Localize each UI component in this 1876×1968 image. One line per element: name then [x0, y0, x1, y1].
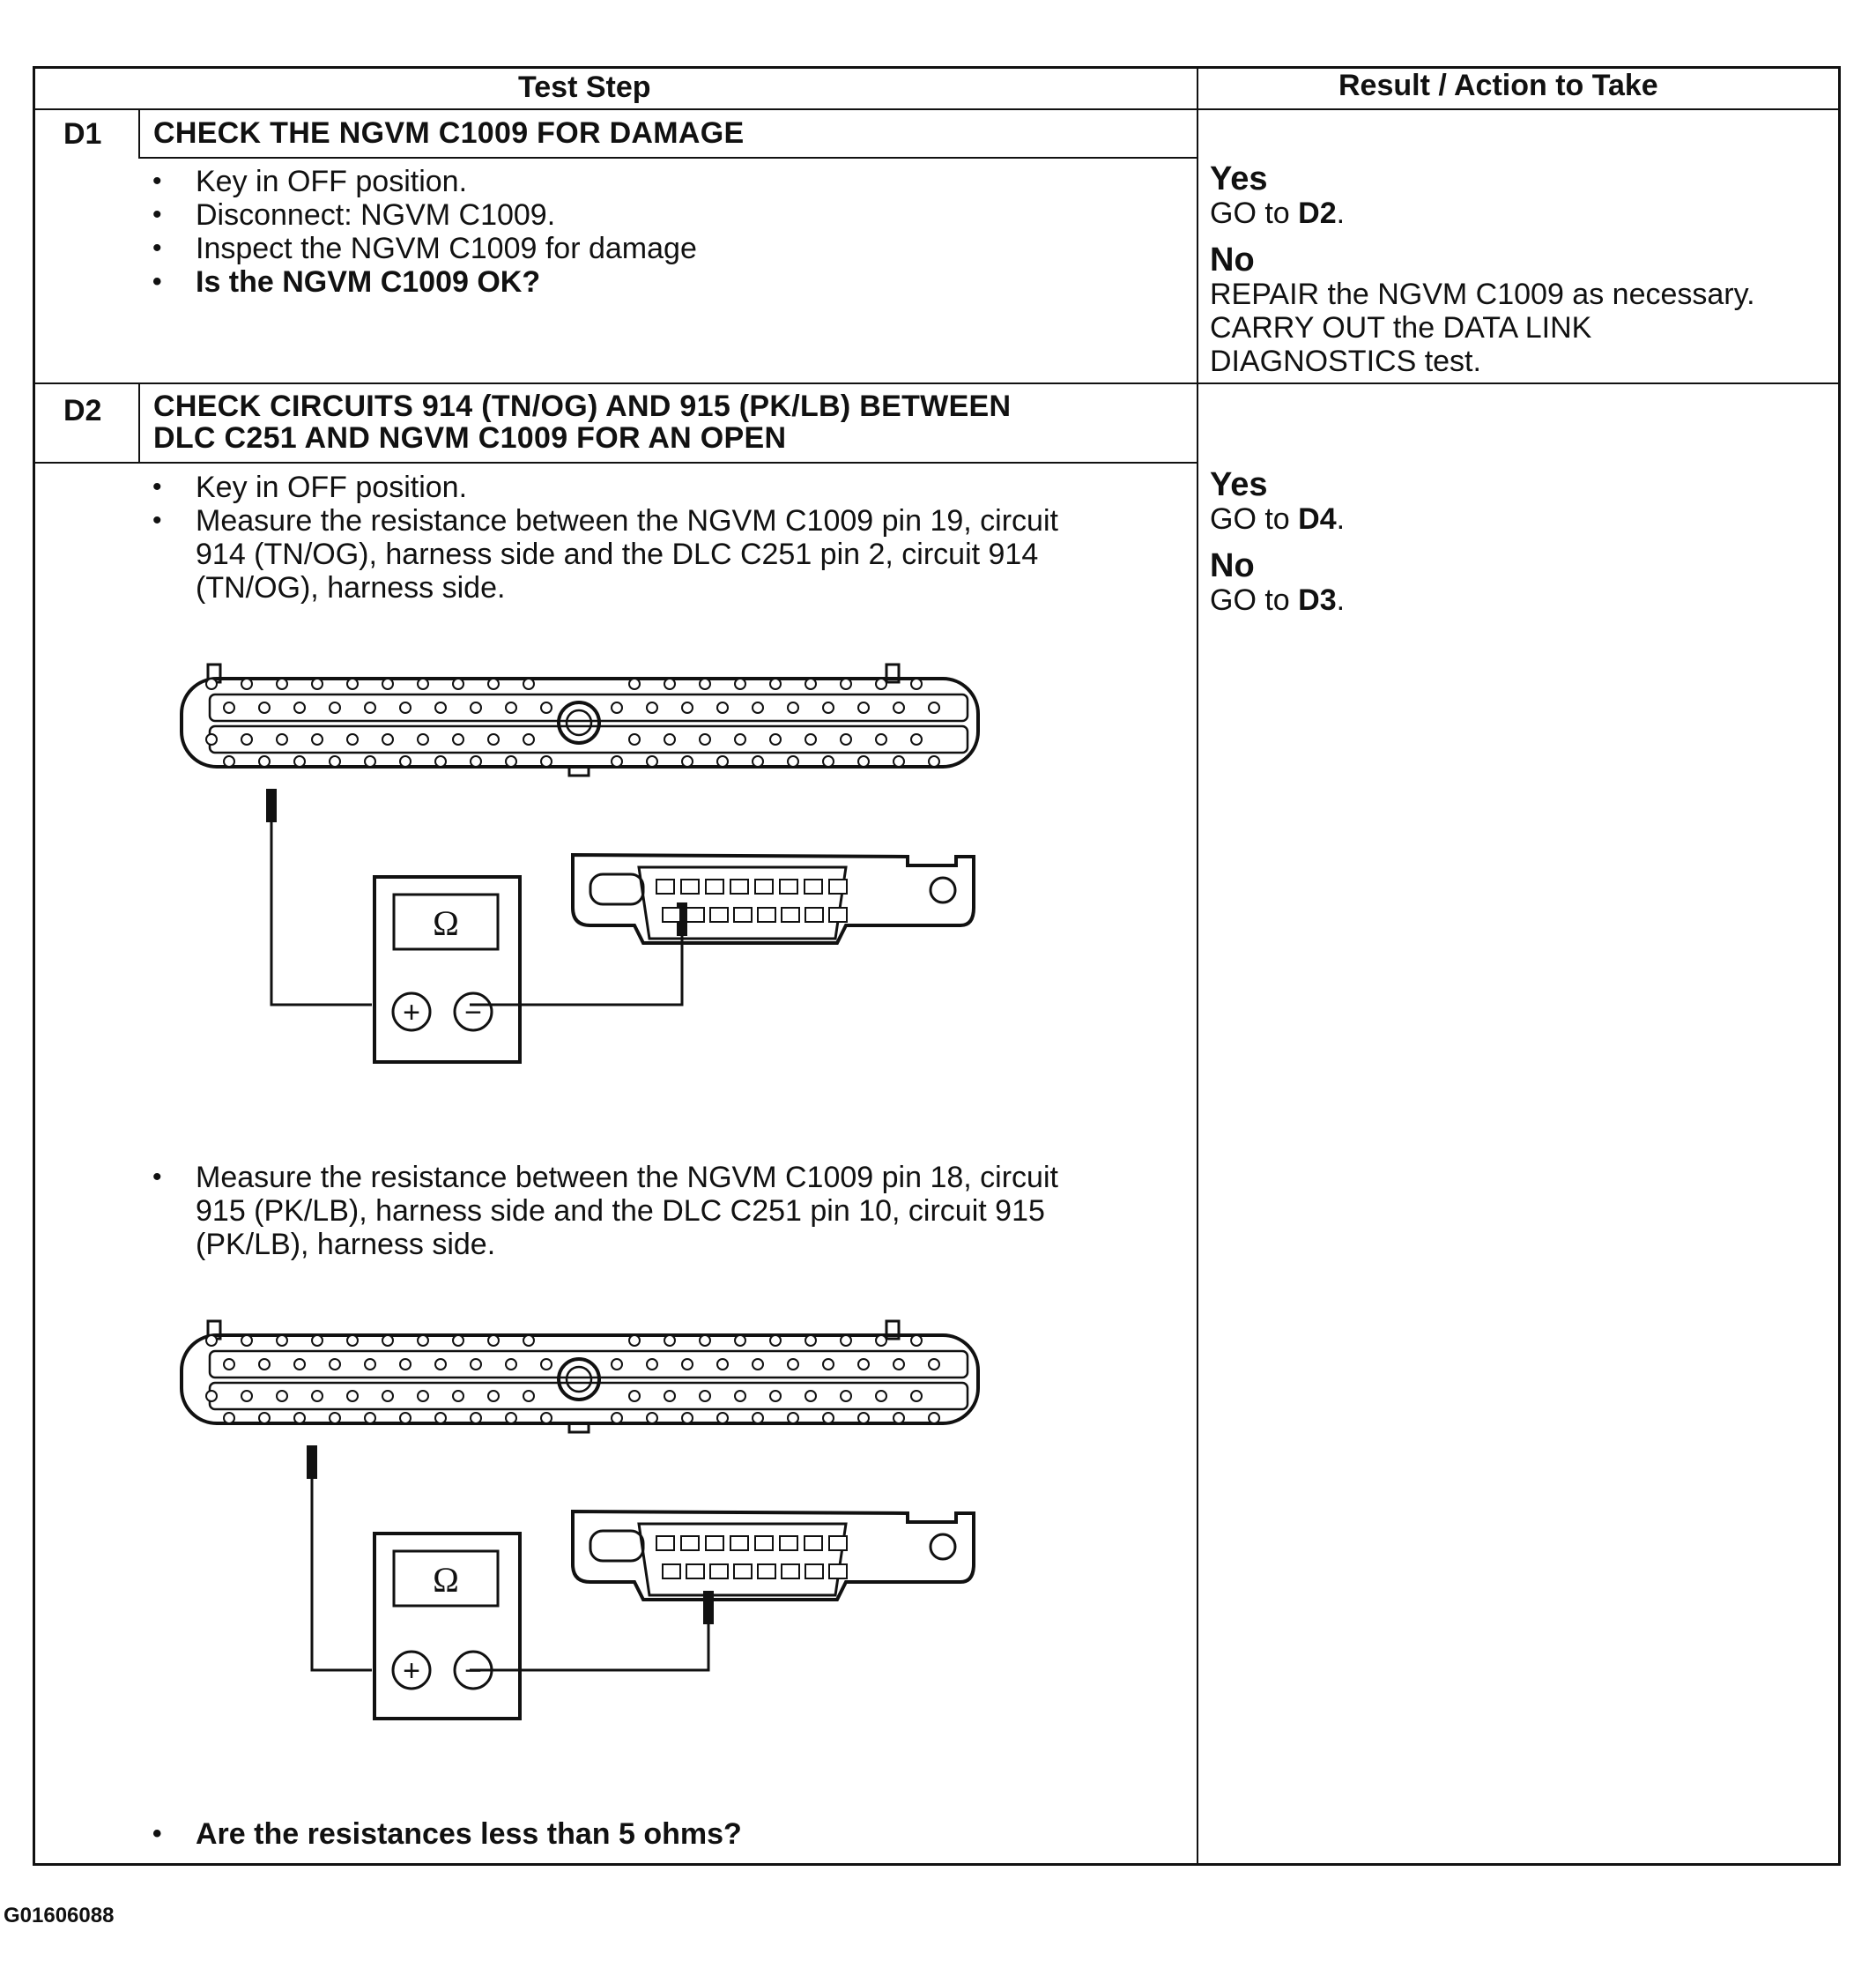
connector-pin — [365, 702, 375, 713]
d2-results — [1210, 467, 1827, 617]
connector-pin — [224, 1413, 234, 1423]
dlc-pin — [829, 1564, 847, 1578]
minus-terminal: − — [464, 1654, 482, 1688]
connector-pin — [400, 1359, 411, 1370]
connector-pin — [823, 1359, 834, 1370]
connector-pin — [488, 679, 499, 689]
connector-pin — [453, 679, 463, 689]
connector-pin — [612, 702, 622, 713]
connector-pin — [664, 1391, 675, 1401]
d2-no-target: D3 — [1298, 583, 1337, 617]
connector-pin — [805, 1335, 816, 1346]
connector-pin — [823, 702, 834, 713]
connector-pin — [435, 1359, 446, 1370]
connector-pin — [400, 1413, 411, 1423]
header-rule — [34, 108, 1839, 110]
connector-pin — [700, 679, 710, 689]
connector-pin — [717, 702, 728, 713]
connector-pin — [682, 1359, 693, 1370]
connector-pin — [717, 1359, 728, 1370]
d1-no-label: No — [1210, 241, 1255, 278]
connector-pin — [894, 702, 904, 713]
d1-yes-target: D2 — [1298, 197, 1337, 230]
dlc-pin — [681, 880, 699, 894]
step-title-d1: CHECK THE NGVM C1009 FOR DAMAGE — [153, 116, 745, 150]
connector-pin — [876, 734, 886, 745]
connector-pin — [435, 1413, 446, 1423]
connector-pin — [629, 1335, 640, 1346]
connector-pin — [347, 1391, 358, 1401]
d2-yes-target: D4 — [1298, 502, 1337, 536]
connector-pin — [241, 679, 252, 689]
connector-pin — [312, 1391, 323, 1401]
d2-instruction: • Key in OFF position. — [144, 471, 1113, 504]
ohm-symbol: Ω — [433, 1560, 459, 1600]
d2-instruction: • Measure the resistance between the NGVM C1009 pin 19, circuit 914 (TN/OG), harness side and the DLC C251 pin 2, circuit 914 (TN/OG), harness side. — [144, 504, 1113, 605]
d1-title-rule — [138, 157, 1197, 159]
dlc-pin — [686, 908, 704, 922]
connector-pin — [259, 1413, 270, 1423]
d1-instructions — [144, 165, 1157, 299]
connector-pin — [647, 1413, 657, 1423]
connector-pin — [523, 679, 534, 689]
connector-pin — [312, 1335, 323, 1346]
connector-pin — [823, 1413, 834, 1423]
connector-pin — [911, 679, 922, 689]
connector-pin — [365, 1359, 375, 1370]
dlc-pin — [681, 1536, 699, 1550]
connector-pin — [418, 1391, 428, 1401]
connector-pin — [717, 756, 728, 767]
connector-pin — [911, 1335, 922, 1346]
connector-pin — [858, 756, 869, 767]
connector-pin — [541, 756, 552, 767]
connector-pin — [471, 1359, 481, 1370]
connector-pin — [841, 734, 851, 745]
connector-pin — [647, 756, 657, 767]
d2-instructions-a — [144, 471, 1113, 605]
connector-pin — [700, 1391, 710, 1401]
connector-pin — [277, 1391, 287, 1401]
connector-pin — [876, 1335, 886, 1346]
connector-pin — [365, 1413, 375, 1423]
d1-no-action-3: DIAGNOSTICS test. — [1210, 345, 1481, 378]
connector-pin — [841, 1391, 851, 1401]
connector-pin — [294, 702, 305, 713]
minus-terminal: − — [464, 996, 482, 1029]
connector-pin — [347, 679, 358, 689]
connector-pin — [241, 1335, 252, 1346]
probe-icon — [266, 789, 277, 822]
connector-pin — [294, 756, 305, 767]
plus-terminal: + — [403, 1654, 420, 1688]
dlc-pin — [805, 1564, 823, 1578]
connector-pin — [330, 756, 340, 767]
dlc-pin — [780, 880, 797, 894]
d1-instruction: • Disconnect: NGVM C1009. — [144, 198, 1157, 232]
d1-yes-label: Yes — [1210, 160, 1268, 197]
dlc-pin — [755, 880, 773, 894]
connector-pin — [770, 679, 781, 689]
connector-pin — [382, 1391, 393, 1401]
connector-pin — [894, 1413, 904, 1423]
connector-pin — [700, 734, 710, 745]
connector-pin — [541, 1413, 552, 1423]
d2-yes-label: Yes — [1210, 466, 1268, 503]
connector-pin — [682, 756, 693, 767]
connector-pin — [682, 702, 693, 713]
dlc-pin — [706, 880, 723, 894]
column-divider — [1197, 68, 1198, 1864]
connector-pin — [788, 1413, 798, 1423]
d1-results — [1210, 161, 1827, 378]
connector-pin — [418, 679, 428, 689]
connector-pin — [788, 756, 798, 767]
connector-pin — [753, 702, 763, 713]
connector-pin — [629, 679, 640, 689]
dlc-pin — [805, 1536, 822, 1550]
connector-pin — [735, 1335, 745, 1346]
step-title-d2-line2: DLC C251 AND NGVM C1009 FOR AN OPEN — [153, 421, 787, 455]
dlc-pin — [829, 880, 847, 894]
connector-pin — [717, 1413, 728, 1423]
connector-pin — [382, 1335, 393, 1346]
connector-pin — [523, 1391, 534, 1401]
connector-pin — [241, 1391, 252, 1401]
connector-pin — [435, 702, 446, 713]
connector-pin — [664, 734, 675, 745]
connector-pin — [647, 1359, 657, 1370]
connector-pin — [664, 679, 675, 689]
connector-pin — [647, 702, 657, 713]
connector-pin — [506, 1413, 516, 1423]
connector-pin — [382, 734, 393, 745]
connector-pin — [700, 1335, 710, 1346]
probe-icon — [307, 1445, 317, 1479]
dlc-pin — [730, 880, 748, 894]
connector-pin — [770, 734, 781, 745]
connector-pin — [858, 702, 869, 713]
connector-pin — [911, 734, 922, 745]
connector-pin — [858, 1359, 869, 1370]
connector-pin — [629, 1391, 640, 1401]
connector-pin — [805, 679, 816, 689]
connector-pin — [876, 679, 886, 689]
connector-pin — [488, 1391, 499, 1401]
connector-pin — [277, 679, 287, 689]
connector-pin — [735, 734, 745, 745]
connector-pin — [612, 1359, 622, 1370]
connector-pin — [294, 1413, 305, 1423]
dlc-c251-connector — [573, 1511, 974, 1600]
connector-pin — [753, 1359, 763, 1370]
connector-pin — [330, 702, 340, 713]
connector-pin — [259, 1359, 270, 1370]
d2-question: • Are the resistances less than 5 ohms? — [144, 1817, 1113, 1851]
dlc-pin — [758, 1564, 775, 1578]
dlc-pin — [656, 1536, 674, 1550]
connector-pin — [841, 679, 851, 689]
connector-pin — [312, 734, 323, 745]
dlc-pin — [758, 908, 775, 922]
connector-pin — [735, 1391, 745, 1401]
connector-pin — [805, 1391, 816, 1401]
connector-pin — [224, 702, 234, 713]
d2-no-action: GO to D3. — [1210, 583, 1346, 617]
connector-pin — [823, 756, 834, 767]
d1-no-action-2: CARRY OUT the DATA LINK — [1210, 311, 1592, 345]
connector-pin — [206, 679, 217, 689]
connector-pin — [259, 702, 270, 713]
connector-pin — [206, 1335, 217, 1346]
plus-terminal: + — [403, 996, 420, 1029]
connector-pin — [471, 756, 481, 767]
stepid-divider-d1 — [138, 109, 140, 158]
dlc-pin — [730, 1536, 748, 1550]
d1-yes-action: GO to D2. — [1210, 197, 1346, 230]
connector-pin — [523, 1335, 534, 1346]
dlc-pin — [829, 1536, 847, 1550]
connector-pin — [911, 1391, 922, 1401]
connector-pin — [400, 702, 411, 713]
connector-pin — [347, 1335, 358, 1346]
connector-pin — [224, 756, 234, 767]
connector-pin — [294, 1359, 305, 1370]
dlc-pin — [706, 1536, 723, 1550]
dlc-pin — [829, 908, 847, 922]
d1-instruction: • Key in OFF position. — [144, 165, 1157, 198]
connector-pin — [841, 1335, 851, 1346]
stepid-divider-d2 — [138, 383, 140, 463]
ohm-symbol: Ω — [433, 903, 459, 943]
connector-pin — [277, 1335, 287, 1346]
dlc-pin — [663, 1564, 680, 1578]
connector-pin — [418, 734, 428, 745]
connector-pin — [788, 1359, 798, 1370]
connector-pin — [770, 1391, 781, 1401]
connector-diagram-1 — [176, 652, 987, 1075]
connector-pin — [488, 734, 499, 745]
dlc-pin — [782, 908, 799, 922]
connector-pin — [418, 1335, 428, 1346]
connector-diagram-2 — [176, 1309, 987, 1732]
connector-pin — [929, 1359, 939, 1370]
d2-no-label: No — [1210, 547, 1255, 584]
dlc-pin — [734, 908, 752, 922]
connector-pin — [330, 1413, 340, 1423]
connector-pin — [664, 1335, 675, 1346]
connector-pin — [876, 1391, 886, 1401]
connector-pin — [488, 1335, 499, 1346]
d2-yes-action: GO to D4. — [1210, 502, 1346, 536]
dlc-pin — [663, 908, 680, 922]
dlc-pin — [656, 880, 674, 894]
dlc-pin — [734, 1564, 752, 1578]
connector-pin — [435, 756, 446, 767]
connector-pin — [929, 702, 939, 713]
step-id-d2: D2 — [63, 394, 102, 427]
connector-pin — [894, 756, 904, 767]
dlc-c251-connector — [573, 855, 974, 943]
connector-pin — [365, 756, 375, 767]
connector-pin — [682, 1413, 693, 1423]
dlc-pin — [710, 1564, 728, 1578]
d2-title-rule — [34, 462, 1197, 464]
dlc-pin — [755, 1536, 773, 1550]
header-test-step: Test Step — [518, 71, 651, 104]
connector-pin — [259, 756, 270, 767]
connector-pin — [382, 679, 393, 689]
connector-pin — [753, 756, 763, 767]
connector-pin — [929, 756, 939, 767]
connector-pin — [453, 734, 463, 745]
connector-pin — [770, 1335, 781, 1346]
step-id-d1: D1 — [63, 117, 102, 151]
connector-pin — [506, 1359, 516, 1370]
connector-pin — [788, 702, 798, 713]
connector-pin — [612, 1413, 622, 1423]
d2-question-list — [144, 1817, 1113, 1851]
connector-pin — [471, 702, 481, 713]
test-leads — [271, 793, 682, 1005]
dlc-pins — [656, 1536, 847, 1578]
dlc-pin — [805, 908, 823, 922]
dlc-pin — [710, 908, 728, 922]
d2-instructions-b — [144, 1161, 1113, 1261]
test-leads — [312, 1450, 708, 1670]
connector-pin — [400, 756, 411, 767]
connector-pin — [735, 679, 745, 689]
connector-pin — [753, 1413, 763, 1423]
connector-pin — [523, 734, 534, 745]
connector-pin — [206, 734, 217, 745]
connector-pin — [541, 702, 552, 713]
d1-end-rule — [34, 382, 1839, 384]
d1-question: • Is the NGVM C1009 OK? — [144, 265, 1157, 299]
connector-pin — [312, 679, 323, 689]
connector-pin — [330, 1359, 340, 1370]
connector-pin — [241, 734, 252, 745]
connector-pin — [929, 1413, 939, 1423]
d1-instruction: • Inspect the NGVM C1009 for damage — [144, 232, 1157, 265]
connector-pin — [858, 1413, 869, 1423]
step-title-d2-line1: CHECK CIRCUITS 914 (TN/OG) AND 915 (PK/LB) BETWEEN — [153, 390, 1012, 423]
connector-pin — [541, 1359, 552, 1370]
dlc-pin — [782, 1564, 799, 1578]
connector-pin — [453, 1391, 463, 1401]
connector-pin — [805, 734, 816, 745]
connector-pin — [506, 756, 516, 767]
connector-pin — [224, 1359, 234, 1370]
connector-pin — [471, 1413, 481, 1423]
connector-pin — [612, 756, 622, 767]
connector-pin — [277, 734, 287, 745]
header-result-action: Result / Action to Take — [1338, 69, 1658, 102]
connector-pin — [894, 1359, 904, 1370]
connector-pin — [506, 702, 516, 713]
connector-pin — [453, 1335, 463, 1346]
dlc-pin — [805, 880, 822, 894]
connector-pin — [629, 734, 640, 745]
connector-pin — [206, 1391, 217, 1401]
dlc-pin — [780, 1536, 797, 1550]
d1-no-action-1: REPAIR the NGVM C1009 as necessary. — [1210, 278, 1755, 311]
connector-pin — [347, 734, 358, 745]
d2-instruction: • Measure the resistance between the NGVM C1009 pin 18, circuit 915 (PK/LB), harness side and the DLC C251 pin 10, circuit 915 (PK/LB), harness side. — [144, 1161, 1113, 1261]
figure-id: G01606088 — [4, 1904, 115, 1927]
dlc-pin — [686, 1564, 704, 1578]
